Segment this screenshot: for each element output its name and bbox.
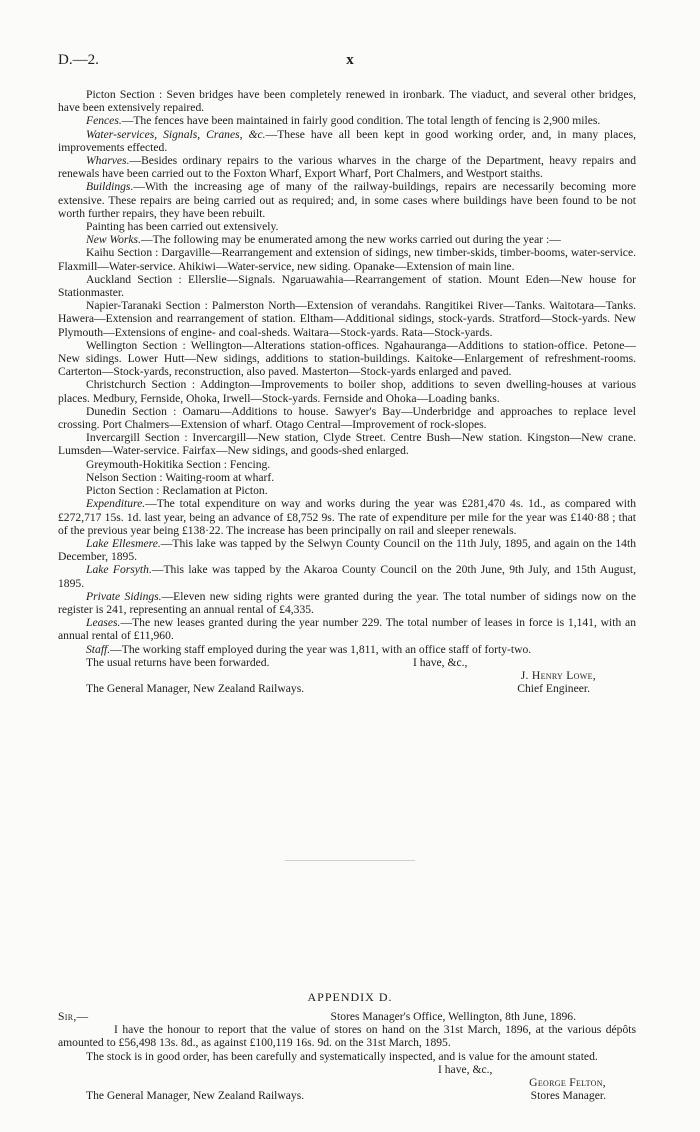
signer-title: Stores Manager. — [530, 1089, 606, 1103]
sender-address: Stores Manager's Office, Wellington, 8th June, 1896. — [330, 1010, 576, 1023]
addressee: The General Manager, New Zealand Railways. — [86, 1089, 305, 1103]
signer-name: J. Henry Lowe, — [520, 668, 596, 682]
salutation: Sir,— — [58, 1010, 89, 1023]
returns-note: The usual returns have been forwarded. — [86, 655, 270, 669]
paragraph: Kaihu Section : Dargaville—Rearrangement and extension of sidings, new timber-skids, timber-booms, water-service. Flaxmill—Water-service. Ahikiwi—Water-service, new siding. Opanake—Extension of main line. — [58, 246, 636, 273]
signer-title: Chief Engineer. — [517, 682, 590, 696]
addressee-line — [58, 1089, 636, 1102]
paragraph: Greymouth-Hokitika Section : Fencing. — [86, 457, 271, 471]
paragraph: Buildings.—With the increasing age of many of the railway-buildings, repairs are necessarily becoming more extensive. These repairs are being carried out as required; and, in some cases where buildings have been found to be not worth further repairs, they have been rebuilt. — [58, 180, 636, 220]
paragraph: Dunedin Section : Oamaru—Additions to house. Sawyer's Bay—Underbridge and approaches to replace level crossing. Port Chalmers—Extension of wharf. Otago Central—Improvement of rock-slopes. — [58, 404, 636, 432]
paragraph: Private Sidings.—Eleven new siding rights were granted during the year. The total number of sidings now on the register is 241, representing an annual rental of £4,335. — [58, 589, 636, 616]
paragraph: Picton Section : Seven bridges have been completely renewed in ironbark. The viaduct, and several other bridges, have been extensively repaired. — [58, 88, 636, 115]
appendix-body — [58, 1010, 636, 1102]
paragraph: Water-services, Signals, Cranes, &c.—These have all been kept in good working order, and, in many places, improvements effected. — [58, 127, 637, 154]
addressee-line — [58, 682, 636, 695]
page-number: x — [346, 52, 354, 68]
signer-name: George Felton, — [529, 1075, 606, 1089]
signature-line — [58, 669, 636, 682]
paragraph: Lake Forsyth.—This lake was tapped by the Akaroa County Council on the 20th June, 9th July, and 15th August, 1895. — [58, 563, 636, 590]
salutation-line — [58, 1010, 636, 1023]
paragraph: Leases.—The new leases granted during the year number 229. The total number of leases in force is 1,141, with an annual rental of £11,960. — [58, 616, 636, 643]
page-header — [58, 52, 642, 72]
paragraph: Picton Section : Reclamation at Picton. — [86, 484, 268, 498]
closing-phrase: I have, &c., — [438, 1062, 493, 1076]
paragraph: Wellington Section : Wellington—Alterations station-offices. Ngahauranga—Additions to station-office. Petone—New sidings. Lower Hutt—New sidings, additions to station-buildings. Kaitoke—Enlargement of refreshment-rooms. Carterton—Stock-yards, reconstruction, also paved. Masterton—Stock-yards enlarged and paved. — [58, 338, 636, 379]
paragraph: Painting has been carried out extensively. — [86, 220, 279, 234]
closing-line — [58, 656, 636, 669]
signature-line — [58, 1076, 636, 1089]
report-body — [58, 88, 636, 695]
paragraph: Christchurch Section : Addington—Improvements to boiler shop, additions to seven dwelling-houses at various places. Medbury, Fernside, Ohoka, Irwell—Stock-yards. Fernside and Ohoka—Loading banks. — [58, 378, 636, 405]
paragraph: Napier-Taranaki Section : Palmerston North—Extension of verandahs. Rangitikei River—Tanks. Waitotara—Tanks. Hawera—Extension and rearrangement of station. Eltham—Additional sidings, stock-yards. Stratford—Stock-yards. New Plymouth—Extensions of engine- and coal-sheds. Waitara—Stock-yards. Rata—Stock-yards. — [58, 299, 636, 339]
page-reference: D.—2. — [58, 52, 99, 68]
paragraph: Wharves.—Besides ordinary repairs to the various wharves in the charge of the Department, heavy repairs and renewals have been carried out to the Foxton Wharf, Export Wharf, Port Chalmers, and Westport staiths. — [58, 154, 636, 181]
paragraph: I have the honour to report that the value of stores on hand on the 31st March, 1896, at the various dépôts amounted to £56,498 13s. 8d., as against £100,119 16s. 9d. on the 31st March, 1895. — [58, 1023, 636, 1050]
paragraph: Expenditure.—The total expenditure on way and works during the year was £281,470 4s. 1d., as compared with £272,717 15s. 1d. last year, being an advance of £8,752 9s. The rate of expenditure per mile for the year was £140·88 ; that of the previous year being £138·22. The increase has been principally on rail and sleeper renewals. — [58, 497, 636, 537]
closing-line — [58, 1063, 636, 1076]
paragraph: Staff.—The working staff employed during the year was 1,811, with an office staff of forty-two. — [86, 642, 532, 656]
paragraph: Lake Ellesmere.—This lake was tapped by the Selwyn County Council on the 11th July, 1895, and again on the 14th December, 1895. — [58, 536, 636, 564]
paragraph: The stock is in good order, has been carefully and systematically inspected, and is value for the amount stated. — [86, 1049, 598, 1063]
closing-phrase: I have, &c., — [413, 655, 468, 669]
paragraph: Auckland Section : Ellerslie—Signals. Ngaruawahia—Rearrangement of station. Mount Eden—New house for Stationmaster. — [58, 272, 636, 300]
addressee: The General Manager, New Zealand Railways. — [86, 682, 305, 696]
paragraph: Fences.—The fences have been maintained in fairly good condition. The total length of fencing is 2,900 miles. — [86, 114, 601, 128]
appendix-title: APPENDIX D. — [307, 990, 393, 1004]
paragraph: Nelson Section : Waiting-room at wharf. — [86, 470, 275, 484]
paragraph: New Works.—The following may be enumerated among the new works carried out during the year :— — [86, 233, 561, 247]
section-divider — [285, 860, 415, 861]
paragraph: Invercargill Section : Invercargill—New station, Clyde Street. Centre Bush—New station. Kingston—New crane. Lumsden—Water-service. Fairfax—New sidings, and goods-shed enlarged. — [58, 431, 636, 458]
